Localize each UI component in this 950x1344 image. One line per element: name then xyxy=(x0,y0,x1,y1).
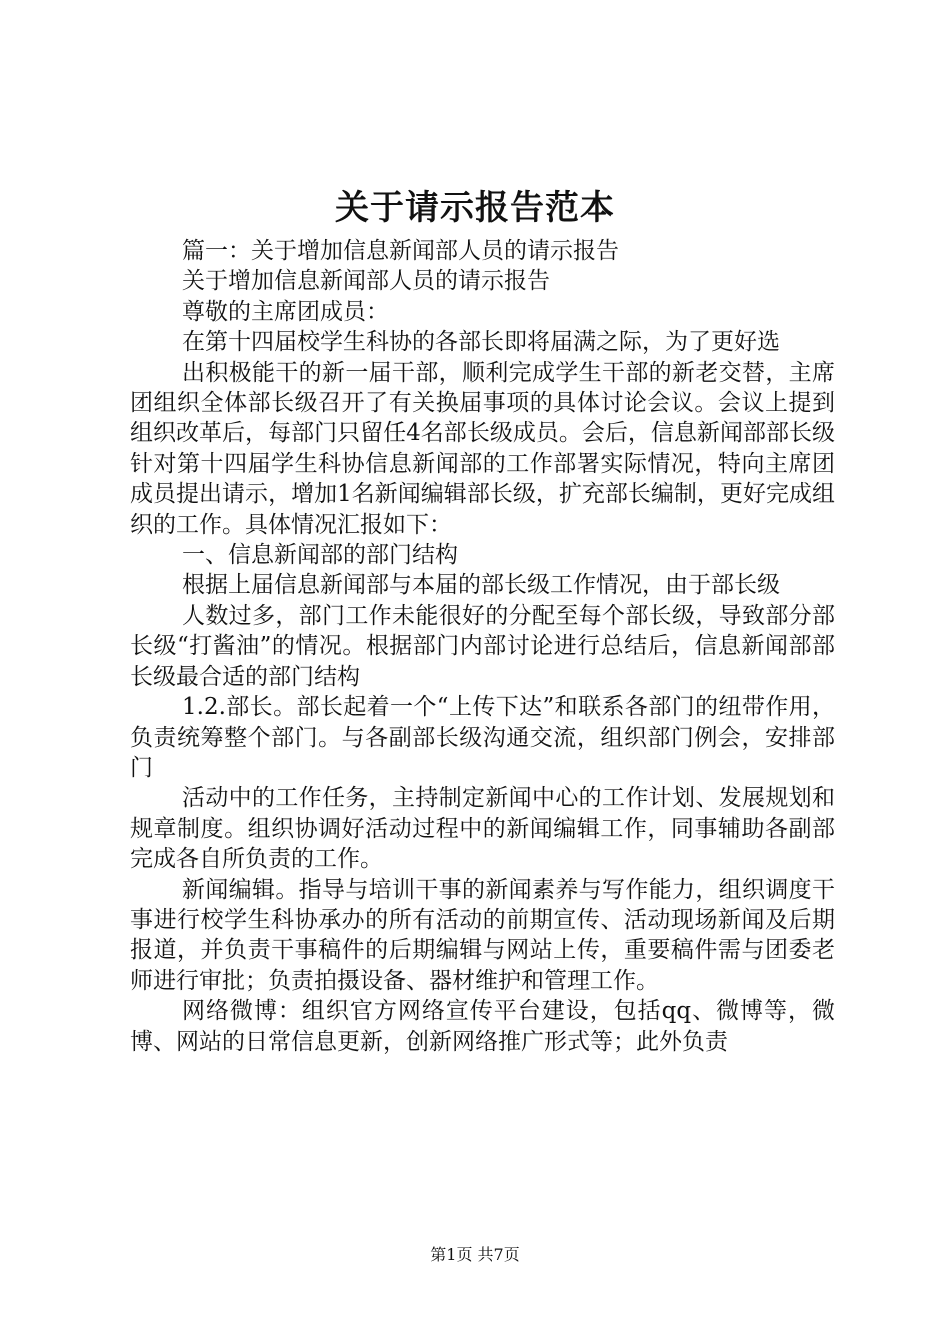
paragraph-12: 网络微博：组织官方网络宣传平台建设，包括qq、微博等，微博、网站的日常信息更新，创新网络推广形式等；此外负责 xyxy=(130,998,835,1055)
paragraph-4: 在第十四届校学生科协的各部长即将届满之际，为了更好选 xyxy=(182,329,780,356)
paragraph-3: 尊敬的主席团成员： xyxy=(182,298,389,325)
paragraph-8: 人数过多，部门工作未能很好的分配至每个部长级，导致部分部长级“打酱油”的情况。根据部门内部讨论进行总结后，信息新闻部部长级最合适的部门结构 xyxy=(130,602,835,690)
paragraph-1: 篇一：关于增加信息新闻部人员的请示报告 xyxy=(182,238,619,264)
page-footer: 第1页 共7页 xyxy=(430,1245,520,1264)
paragraph-6: 一、信息新闻部的部门结构 xyxy=(182,542,458,569)
document-title: 关于请示报告范本 xyxy=(335,188,615,228)
paragraph-5: 出积极能干的新一届干部，顺利完成学生干部的新老交替，主席团组织全体部长级召开了有关换届事项的具体讨论会议。会议上提到组织改革后，每部门只留任4名部长级成员。会后，信息新闻部部长级针对第十四届学生科协信息新闻部的工作部署实际情况，特向主席团成员提出请示，增加1名新闻编辑部长级，扩充部长编制，更好完成组织的工作。具体情况汇报如下： xyxy=(130,359,835,538)
paragraph-7: 根据上届信息新闻部与本届的部长级工作情况，由于部长级 xyxy=(182,572,780,599)
document-body xyxy=(130,236,835,1057)
paragraph-10: 活动中的工作任务，主持制定新闻中心的工作计划、发展规划和规章制度。组织协调好活动过程中的新闻编辑工作，同事辅助各副部完成各自所负责的工作。 xyxy=(130,785,835,873)
paragraph-9: 1.2.部长。部长起着一个“上传下达”和联系各部门的纽带作用，负责统筹整个部门。与各副部长级沟通交流，组织部门例会，安排部门 xyxy=(130,694,835,781)
paragraph-2: 关于增加信息新闻部人员的请示报告 xyxy=(182,268,550,295)
paragraph-11: 新闻编辑。指导与培训干事的新闻素养与写作能力，组织调度干事进行校学生科协承办的所有活动的前期宣传、活动现场新闻及后期报道，并负责干事稿件的后期编辑与网站上传，重要稿件需与团委老师进行审批；负责拍摄设备、器材维护和管理工作。 xyxy=(130,876,835,994)
